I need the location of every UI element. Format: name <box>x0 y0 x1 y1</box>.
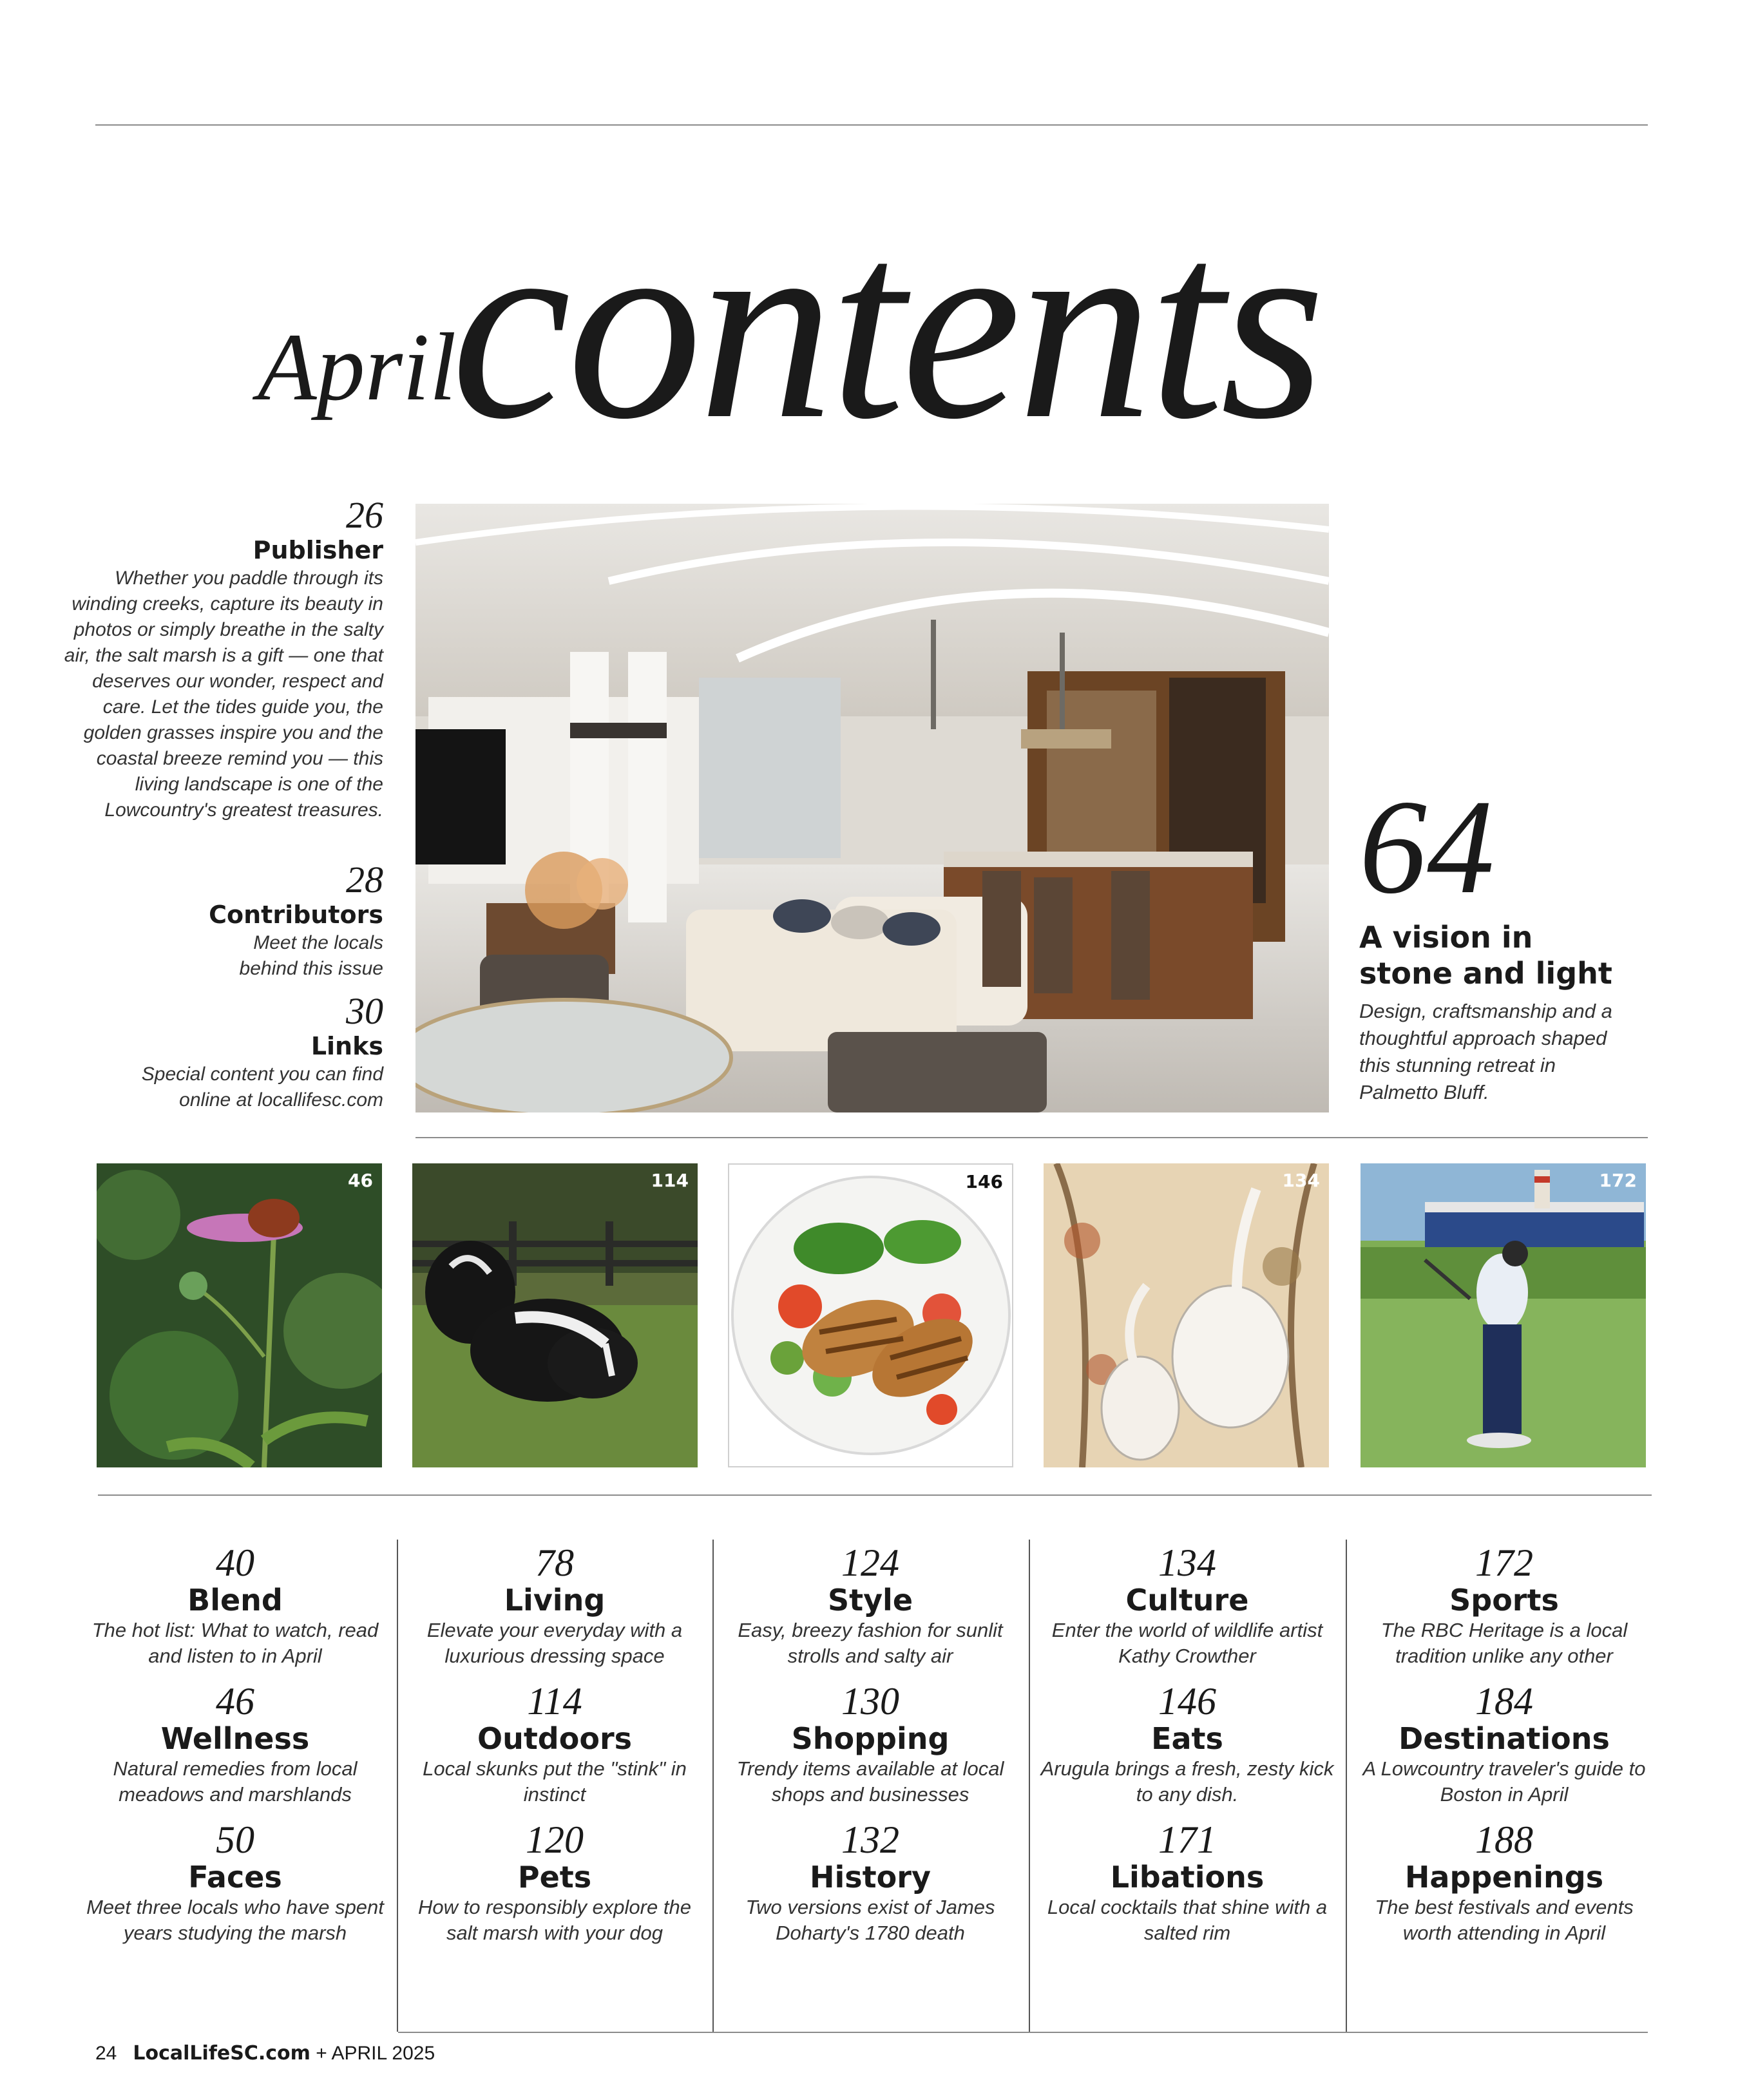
entry-title: Wellness <box>160 1721 310 1756</box>
toc-column-2 <box>403 1543 706 1958</box>
toc-entry-wellness[interactable] <box>84 1681 387 1820</box>
thumbnail-chicken-salad[interactable] <box>728 1163 1013 1467</box>
coneflower-illustration <box>97 1163 382 1467</box>
toc-entry-sports[interactable] <box>1353 1543 1656 1681</box>
footer-separator: + <box>316 2043 327 2064</box>
footer-page-number: 24 <box>95 2043 117 2064</box>
toc-entry-outdoors[interactable] <box>403 1681 706 1820</box>
thumb-page-badge: 146 <box>965 1171 1003 1192</box>
hero-image-interior[interactable] <box>415 504 1329 1112</box>
thumbnail-golfer[interactable] <box>1361 1163 1646 1467</box>
entry-title: History <box>810 1860 931 1895</box>
entry-page: 28 <box>346 859 383 901</box>
thumb-page-badge: 114 <box>651 1170 689 1191</box>
toc-entry-happenings[interactable] <box>1353 1820 1656 1958</box>
mid-rule <box>415 1137 1648 1138</box>
feature-page: 64 <box>1359 772 1494 922</box>
entry-title: Faces <box>188 1860 282 1895</box>
entry-title: Destinations <box>1399 1721 1610 1756</box>
entry-desc: Special content you can find online at locallifesc.com <box>141 1064 383 1111</box>
entry-title: Living <box>504 1583 606 1618</box>
toc-column-4 <box>1036 1543 1339 1958</box>
toc-entry-shopping[interactable] <box>719 1681 1022 1820</box>
entry-desc: Whether you paddle through its winding creeks, capture its beauty in photos or simply breathe in the salty air, the salt marsh is a gift — one that deserves our wonder, respect and care. Let the tides guide you, the golden grasses inspire you and the coastal breeze remind you — this living landscape is one of the Lowcountry's greatest treasures. <box>64 568 383 821</box>
masthead-month: April <box>258 314 457 421</box>
toc-entry-eats[interactable] <box>1036 1681 1339 1820</box>
entry-desc: Trendy items available at local shops and businesses <box>736 1757 1004 1806</box>
left-entry-links[interactable] <box>48 992 383 1113</box>
bottom-rule <box>398 2032 1648 2033</box>
entry-desc: The RBC Heritage is a local tradition unlike any other <box>1380 1619 1628 1667</box>
entry-title: Shopping <box>791 1721 950 1756</box>
entry-desc: Natural remedies from local meadows and marshlands <box>113 1757 358 1806</box>
toc-entry-pets[interactable] <box>403 1820 706 1958</box>
skunk-illustration <box>412 1163 698 1467</box>
entry-title: Sports <box>1449 1583 1559 1618</box>
entry-desc: Easy, breezy fashion for sunlit strolls and salty air <box>738 1619 1003 1667</box>
thumbnail-skunk[interactable] <box>412 1163 698 1467</box>
thumb-page-badge: 134 <box>1282 1170 1320 1191</box>
egret-illustration <box>1044 1163 1329 1467</box>
entry-title: Contributors <box>209 901 383 929</box>
entry-desc: Local skunks put the "stink" in instinct <box>423 1757 687 1806</box>
thumbnail-coneflower[interactable] <box>97 1163 382 1467</box>
entry-desc: Two versions exist of James Doharty's 1780 death <box>745 1896 995 1944</box>
masthead-title: contents <box>451 175 1322 475</box>
feature-story[interactable] <box>1359 772 1636 1106</box>
entry-desc: Elevate your everyday with a luxurious dressing space <box>426 1619 683 1667</box>
top-rule <box>95 124 1648 126</box>
entry-desc: A Lowcountry traveler's guide to Boston in April <box>1362 1757 1646 1806</box>
toc-entry-blend[interactable] <box>84 1543 387 1681</box>
entry-page: 46 <box>216 1680 254 1723</box>
entry-page: 130 <box>841 1680 899 1723</box>
toc-entry-faces[interactable] <box>84 1820 387 1958</box>
entry-page: 171 <box>1158 1818 1216 1861</box>
entry-page: 132 <box>841 1818 899 1861</box>
entry-title: Outdoors <box>477 1721 633 1756</box>
toc-column-3 <box>719 1543 1022 1958</box>
footer-site[interactable]: LocalLifeSC.com <box>133 2042 310 2065</box>
entry-title: Style <box>827 1583 913 1618</box>
toc-entry-libations[interactable] <box>1036 1820 1339 1958</box>
entry-page: 120 <box>526 1818 584 1861</box>
feature-desc: Design, craftsmanship and a thoughtful approach shaped this stunning retreat in Palmetto Bluff. <box>1359 1000 1612 1103</box>
entry-desc: Local cocktails that shine with a salted rim <box>1047 1896 1328 1944</box>
entry-page: 184 <box>1475 1680 1533 1723</box>
left-entry-contributors[interactable] <box>48 861 383 982</box>
hero-illustration <box>415 504 1329 1112</box>
entry-title: Eats <box>1151 1721 1223 1756</box>
entry-page: 146 <box>1158 1680 1216 1723</box>
entry-desc: How to responsibly explore the salt marsh with your dog <box>418 1896 691 1944</box>
entry-page: 188 <box>1475 1818 1533 1861</box>
column-divider <box>712 1540 714 2032</box>
entry-desc: The hot list: What to watch, read and listen to in April <box>91 1619 379 1667</box>
entry-title: Blend <box>187 1583 283 1618</box>
entry-title: Publisher <box>253 536 383 564</box>
toc-entry-living[interactable] <box>403 1543 706 1681</box>
entry-title: Pets <box>517 1860 592 1895</box>
entry-page: 78 <box>535 1542 574 1584</box>
thumb-page-badge: 172 <box>1599 1170 1637 1191</box>
feature-title: A vision in stone and light <box>1359 920 1612 991</box>
column-divider <box>1029 1540 1030 2032</box>
entry-page: 50 <box>216 1818 254 1861</box>
toc-entry-history[interactable] <box>719 1820 1022 1958</box>
entry-page: 114 <box>527 1680 582 1723</box>
page-footer <box>95 2041 435 2067</box>
entry-desc: Enter the world of wildlife artist Kathy Crowther <box>1051 1619 1323 1667</box>
entry-title: Links <box>310 1032 383 1060</box>
entry-title: Culture <box>1125 1583 1249 1618</box>
toc-entry-style[interactable] <box>719 1543 1022 1681</box>
toc-entry-culture[interactable] <box>1036 1543 1339 1681</box>
toc-column-1 <box>84 1543 387 1958</box>
entry-desc: Meet three locals who have spent years studying the marsh <box>86 1896 384 1944</box>
entry-desc: The best festivals and events worth attending in April <box>1375 1896 1634 1944</box>
entry-title: Happenings <box>1404 1860 1604 1895</box>
footer-issue: APRIL 2025 <box>331 2043 435 2064</box>
entry-page: 124 <box>841 1542 899 1584</box>
left-entry-publisher[interactable] <box>48 496 383 823</box>
entry-title: Libations <box>1110 1860 1265 1895</box>
entry-page: 26 <box>346 494 383 536</box>
thumbs-bottom-rule <box>98 1494 1652 1496</box>
entry-desc: Meet the locals behind this issue <box>239 932 383 979</box>
golfer-illustration <box>1361 1163 1646 1467</box>
salad-illustration <box>729 1165 1012 1466</box>
thumbnail-egret-painting[interactable] <box>1044 1163 1329 1467</box>
entry-page: 172 <box>1475 1542 1533 1584</box>
toc-column-5 <box>1353 1543 1656 1958</box>
entry-desc: Arugula brings a fresh, zesty kick to any dish. <box>1040 1757 1334 1806</box>
entry-page: 134 <box>1158 1542 1216 1584</box>
column-divider <box>397 1540 398 2032</box>
entry-page: 30 <box>346 990 383 1032</box>
entry-page: 40 <box>216 1542 254 1584</box>
thumb-page-badge: 46 <box>348 1170 373 1191</box>
column-divider <box>1346 1540 1347 2032</box>
toc-entry-destinations[interactable] <box>1353 1681 1656 1820</box>
